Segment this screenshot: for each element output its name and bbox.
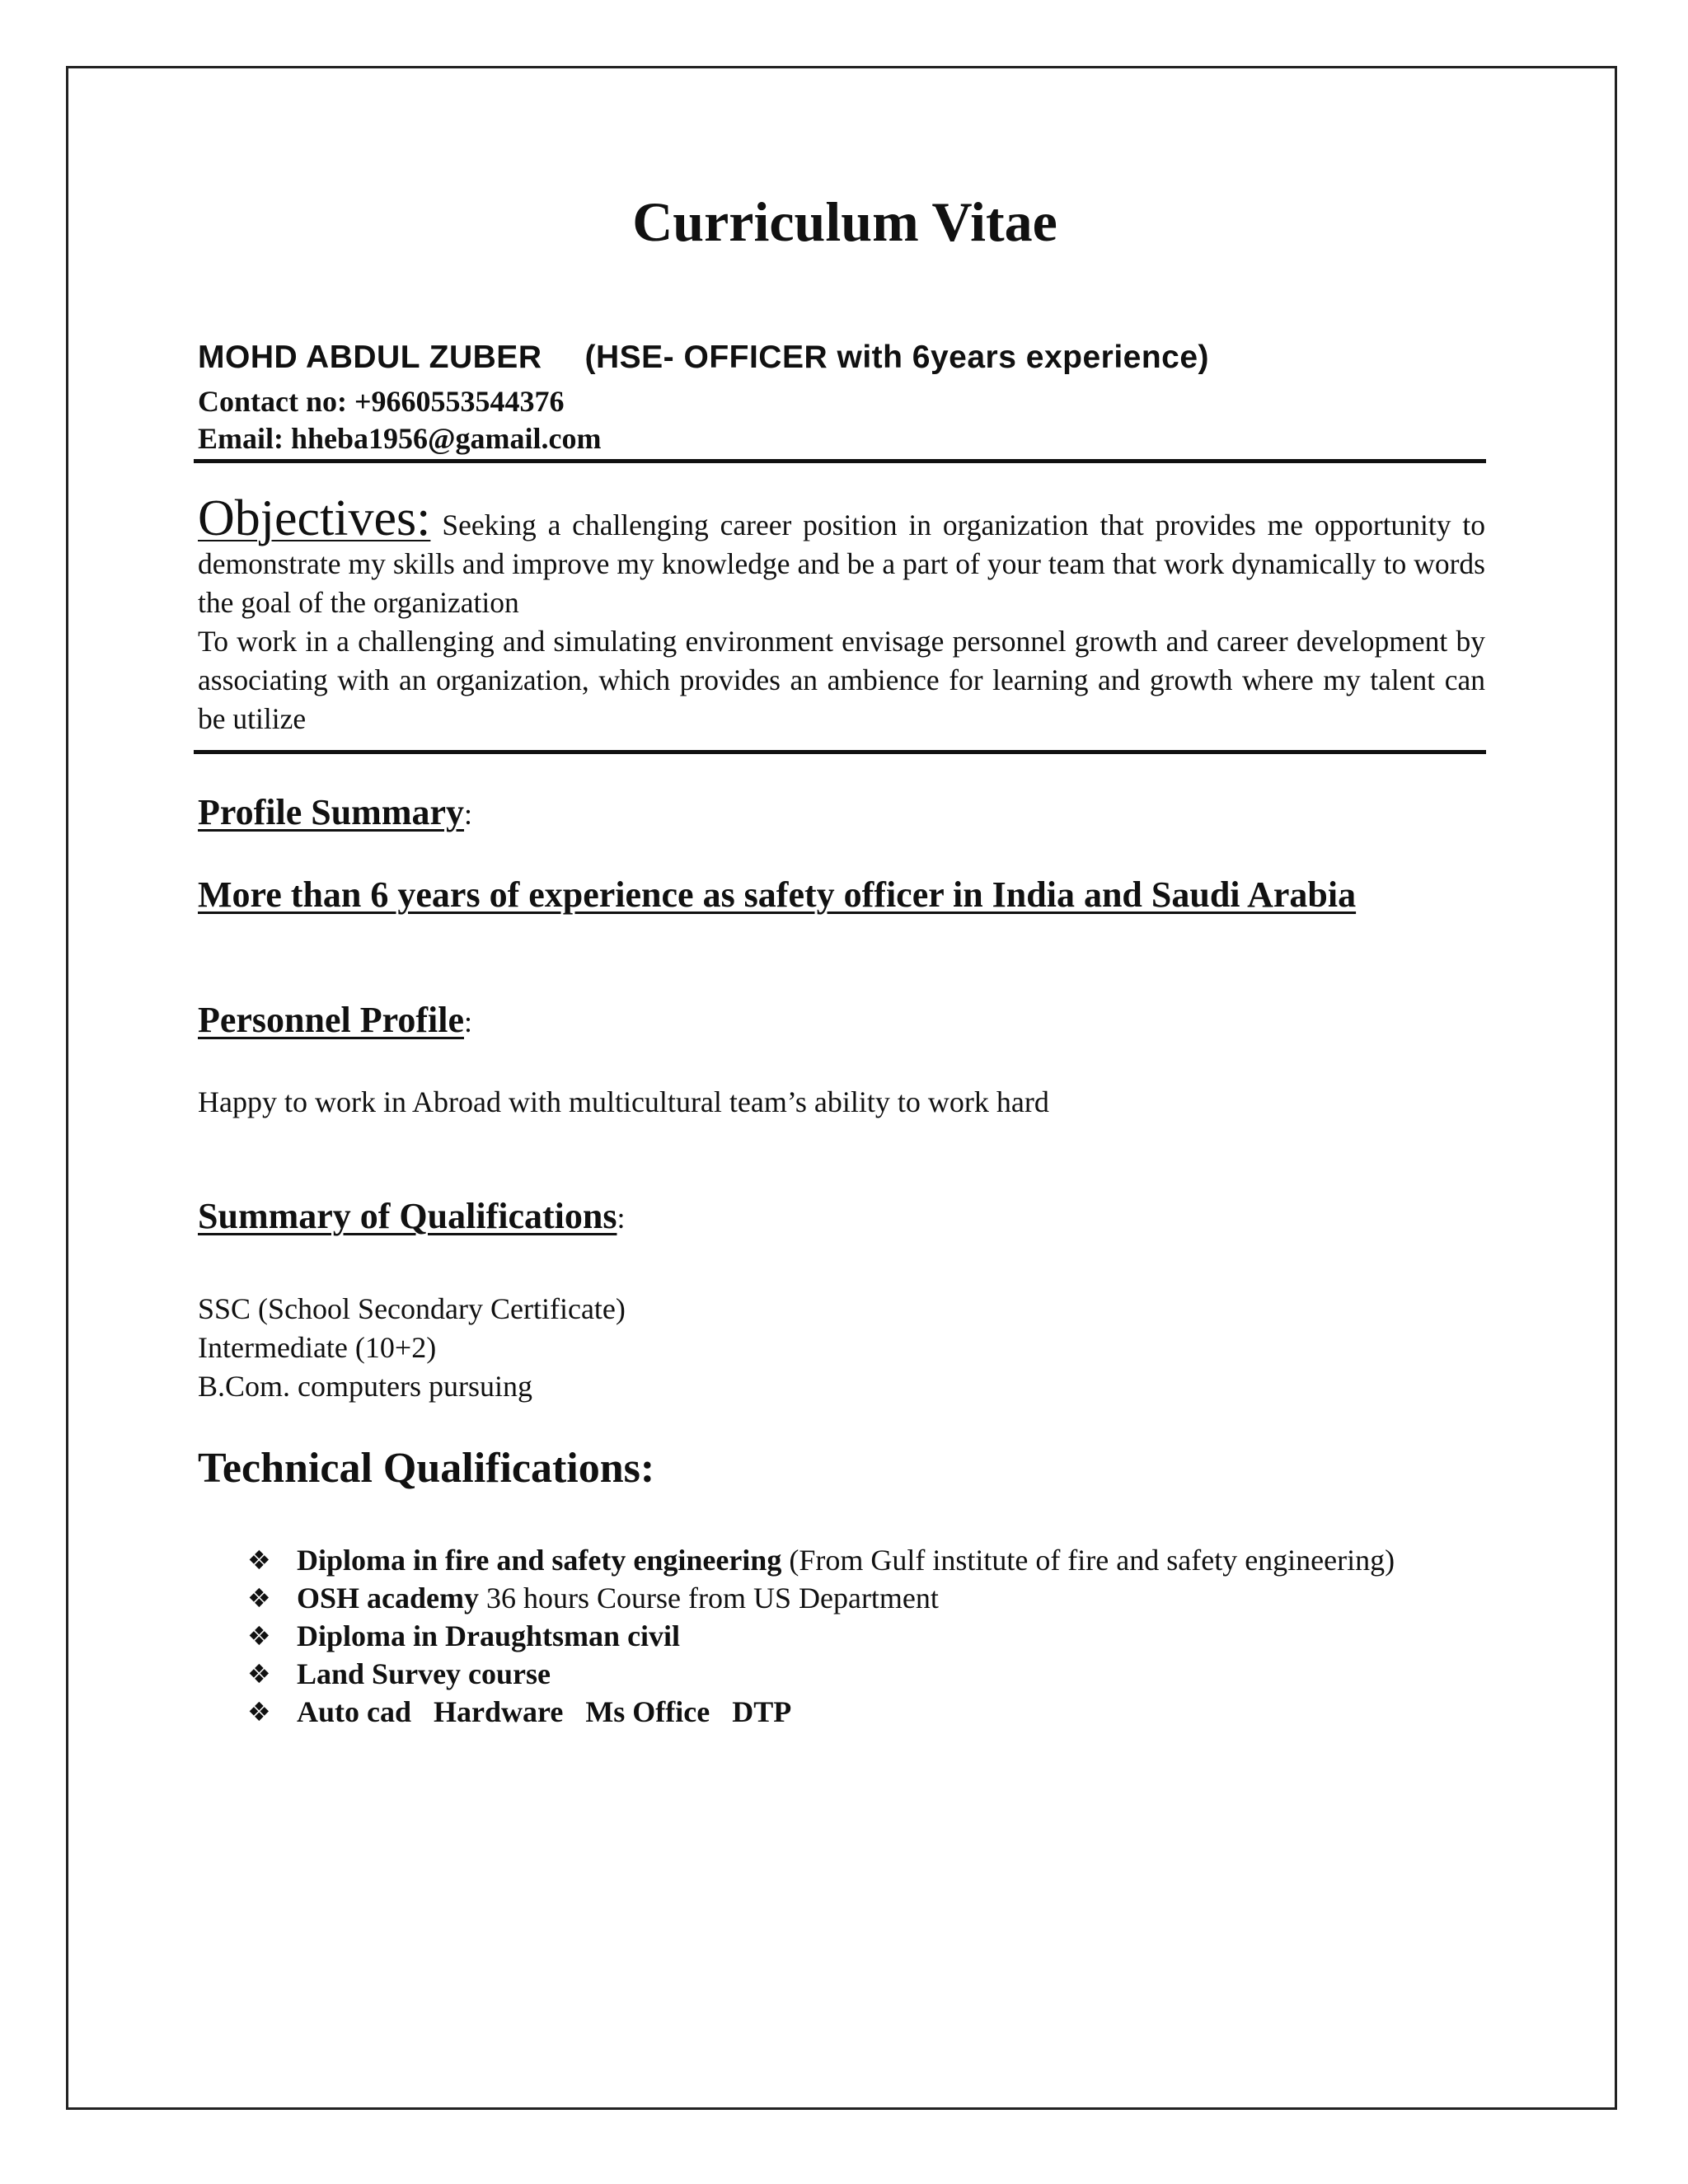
- item-bold-text: Auto cad Hardware Ms Office DTP: [297, 1695, 792, 1728]
- objectives-paragraph-1: Seeking a challenging career position in organization that provides me opportunity to demonstrate my skills and improve my knowledge and be a part of your team that work dynamically to words the goal of the organization: [198, 509, 1485, 619]
- page-title: Curriculum Vitae: [632, 190, 1057, 253]
- profile-summary-heading-text: Profile Summary: [198, 792, 465, 832]
- header-divider: [194, 459, 1486, 463]
- list-item: SSC (School Secondary Certificate): [198, 1292, 626, 1325]
- list-item: [247, 1617, 1401, 1655]
- diamond-bullet-icon: ❖: [247, 1696, 271, 1727]
- objectives-heading: Objectives:: [198, 490, 431, 546]
- qualifications-heading: [198, 1195, 625, 1237]
- item-bold-text: OSH academy: [297, 1582, 479, 1615]
- diamond-bullet-icon: ❖: [247, 1620, 271, 1652]
- technical-qualifications-list: [247, 1541, 1401, 1731]
- personnel-profile-heading: [198, 999, 472, 1041]
- name-line: [198, 340, 1209, 376]
- profile-summary-text: More than 6 years of experience as safety officer in India and Saudi Arabia: [198, 874, 1357, 915]
- qualifications-colon: :: [617, 1202, 626, 1235]
- item-text: 36 hours Course from US Department: [479, 1582, 939, 1615]
- contact-number: Contact no: +9660553544376: [198, 385, 565, 418]
- item-bold-text: Diploma in Draughtsman civil: [297, 1619, 681, 1652]
- item-bold-text: Land Survey course: [297, 1657, 551, 1690]
- objectives-section: [198, 490, 1485, 738]
- list-item: B.Com. computers pursuing: [198, 1370, 532, 1403]
- objectives-paragraph-2: To work in a challenging and simulating environment envisage personnel growth and career development by associating with an organization, which provides an ambience for learning and growth where my talent can be utilize: [198, 625, 1485, 735]
- list-item: Intermediate (10+2): [198, 1331, 437, 1364]
- list-item: [247, 1655, 1401, 1693]
- objectives-divider: [194, 750, 1486, 754]
- diamond-bullet-icon: ❖: [247, 1582, 271, 1614]
- profile-summary-heading: [198, 791, 472, 833]
- list-item: [247, 1579, 1401, 1617]
- technical-qualifications-heading: Technical Qualifications:: [198, 1445, 655, 1492]
- qualifications-heading-text: Summary of Qualifications: [198, 1196, 617, 1236]
- candidate-role: (HSE- OFFICER with 6years experience): [584, 340, 1210, 375]
- list-item: [247, 1693, 1401, 1731]
- personnel-profile-text: Happy to work in Abroad with multicultural team’s ability to work hard: [198, 1085, 1049, 1118]
- list-item: [247, 1541, 1401, 1579]
- personnel-profile-colon: :: [464, 1005, 473, 1038]
- personnel-profile-heading-text: Personnel Profile: [198, 1000, 464, 1040]
- email-address: Email: hheba1956@gamail.com: [198, 422, 602, 455]
- candidate-name: MOHD ABDUL ZUBER: [198, 340, 542, 375]
- qualifications-list: [198, 1290, 626, 1406]
- diamond-bullet-icon: ❖: [247, 1544, 271, 1576]
- item-text: (From Gulf institute of fire and safety engineering): [781, 1544, 1395, 1577]
- diamond-bullet-icon: ❖: [247, 1658, 271, 1690]
- profile-summary-colon: :: [464, 798, 473, 831]
- item-bold-text: Diploma in fire and safety engineering: [297, 1544, 782, 1577]
